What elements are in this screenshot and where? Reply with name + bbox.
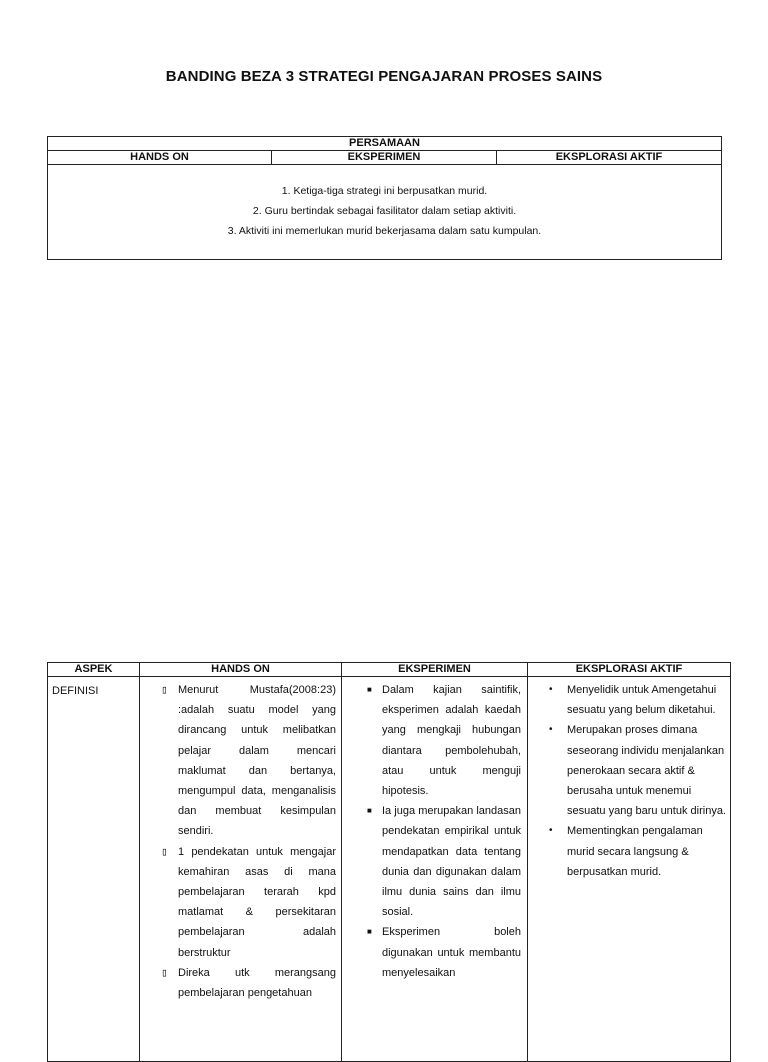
header-hands-on: HANDS ON [140,663,342,677]
persamaan-list [48,165,721,241]
item-text: Direka utk merangsang pembelajaran pengetahuan [178,966,336,1000]
item-text: Eksperimen boleh digunakan untuk membantu menyelesaikan [382,926,521,979]
list-item: 3. Aktiviti ini memerlukan murid bekerjasama dalam satu kumpulan. [227,225,542,237]
item-text: Menyelidik untuk Amengetahui sesuatu yang belum diketahui. [567,684,717,717]
list-item [367,680,521,801]
item-text: Menurut Mustafa(2008:23) :adalah suatu model yang dirancang untuk melibatkan pelajar dalam mencari maklumat dan bertanya, mengumpul data, menganalisis dan membuat kesimpulan sendiri. [178,684,336,838]
bullet-square-icon: ■ [367,927,372,937]
list-item [549,720,728,821]
item-text: Merupakan proses dimana seseorang individu menjalankan penerokaan secara aktif & berusaha untuk menemui sesuatu yang baru untuk dirinya. [567,724,726,818]
list-item: 1. Ketiga-tiga strategi ini berpusatkan murid. [281,185,488,197]
aspek-label: DEFINISI [52,685,99,697]
list-item [367,922,521,983]
item-text: Dalam kajian saintifik, eksperimen adalah kaedah yang mengkaji hubungan diantara pembolehubah, atau untuk menguji hipotesis. [382,684,521,798]
bullet-dot-icon: • [549,825,553,837]
item-text: 1 pendekatan untuk mengajar kemahiran asas di mana pembelajaran terarah kpd matlamat & persekitaran pembelajaran adalah berstruktur [178,845,336,959]
bullet-dot-icon: • [549,684,553,695]
header-eksperimen: EKSPERIMEN [272,151,497,165]
item-text: Ia juga merupakan landasan pendekatan empirikal untuk mendapatkan data tentang dunia dan digunakan dalam ilmu dunia sains dan ilmu sosial. [382,805,521,919]
item-text: Mementingkan pengalaman murid secara langsung & berpusatkan murid. [567,825,703,878]
list-item [161,963,336,1003]
persamaan-table [47,136,722,260]
list-item: 2. Guru bertindak sebagai fasilitator dalam setiap aktiviti. [252,205,517,217]
list-item [161,842,336,963]
header-eksplorasi-aktif: EKSPLORASI AKTIF [528,663,731,677]
hands-on-cell [140,677,342,1062]
list-item [161,680,336,842]
bullet-box-icon: ▯ [161,683,168,696]
bullet-square-icon: ■ [367,806,372,816]
bullet-box-icon: ▯ [161,844,168,858]
list-item [549,821,728,882]
bullet-square-icon: ■ [367,685,372,694]
eksperimen-cell [342,677,528,1062]
document-title: BANDING BEZA 3 STRATEGI PENGAJARAN PROSES SAINS [165,68,603,85]
aspek-cell [48,677,140,1062]
comparison-table [47,662,731,1062]
bullet-dot-icon: • [549,724,553,736]
header-aspek: ASPEK [48,663,140,677]
bullet-box-icon: ▯ [161,965,168,979]
eksplorasi-aktif-cell [528,677,731,1062]
header-eksplorasi-aktif: EKSPLORASI AKTIF [497,151,722,165]
header-eksperimen: EKSPERIMEN [342,663,528,677]
persamaan-header: PERSAMAAN [48,137,722,151]
persamaan-body [48,165,722,260]
list-item [549,680,728,720]
list-item [367,801,521,922]
header-hands-on: HANDS ON [48,151,272,165]
